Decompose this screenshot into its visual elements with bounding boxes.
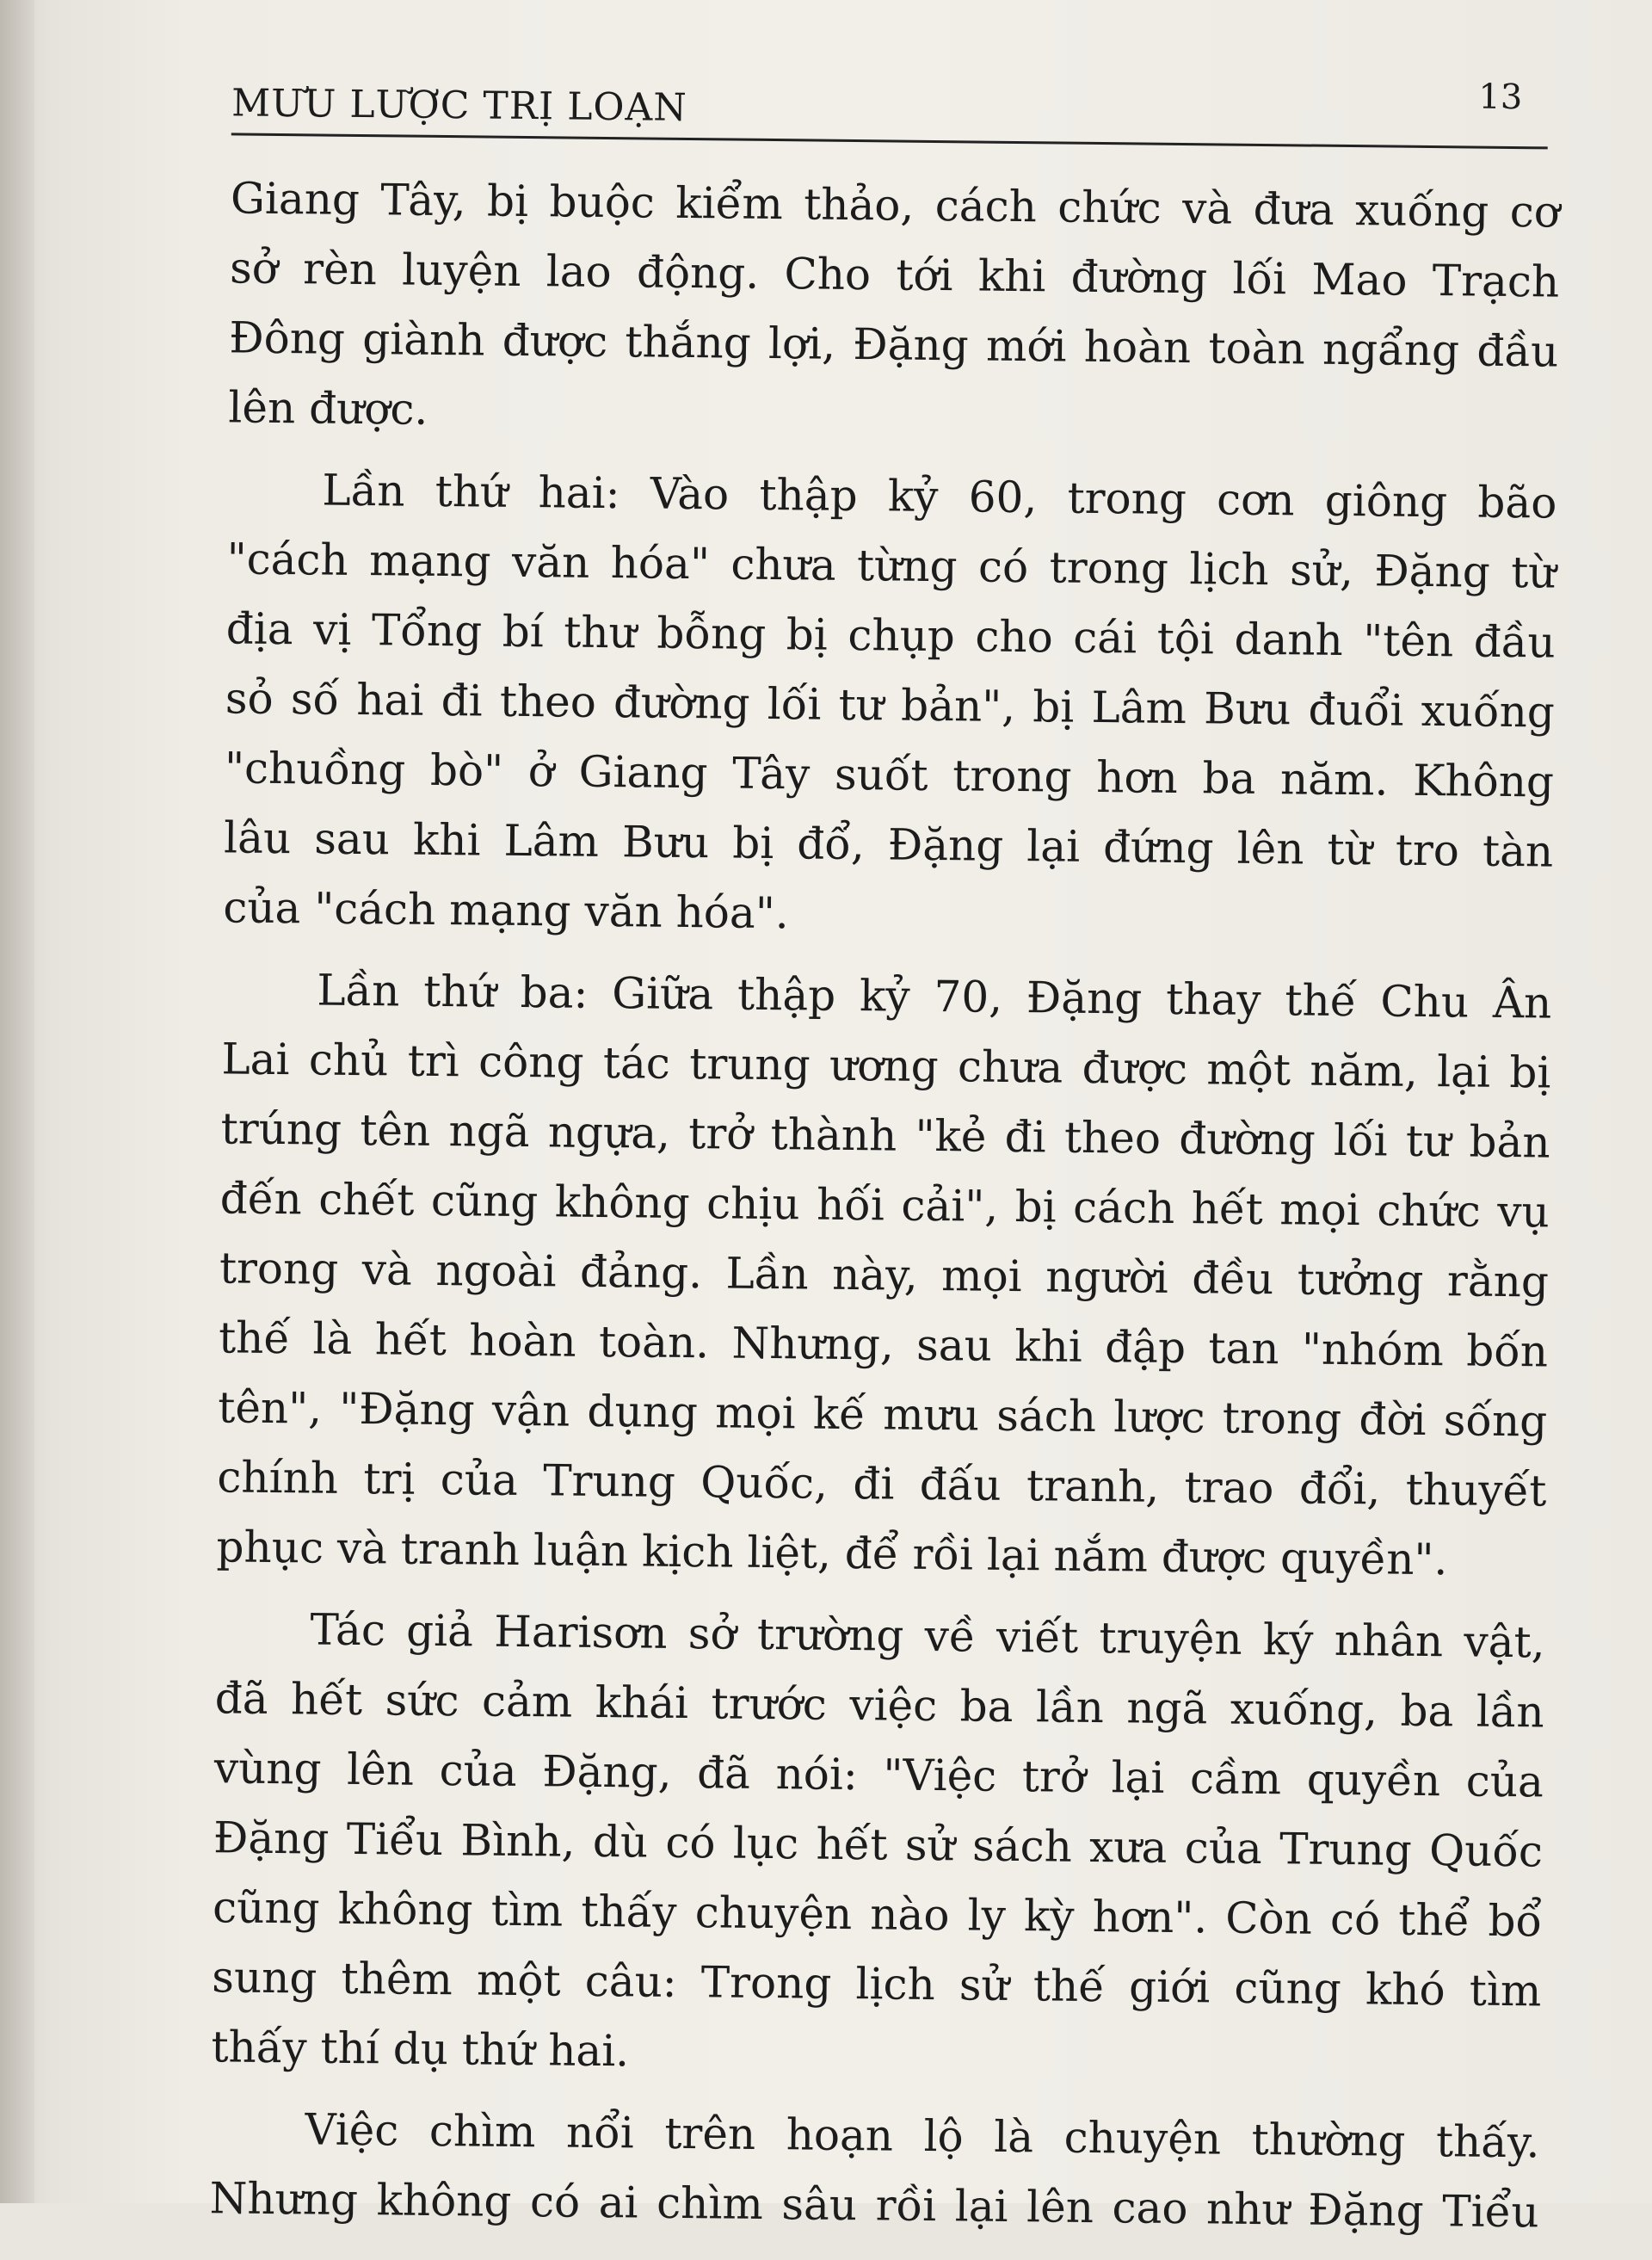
- text-line: đã hết sức cảm khái trước việc ba lần ngã xuống, ba lần: [214, 1673, 1544, 1738]
- paragraph: [211, 1594, 1545, 2096]
- text-line: Nhưng không có ai chìm sâu rồi lại lên cao như Đặng Tiểu: [209, 2173, 1539, 2238]
- text-line: Lần thứ ba: Giữa thập kỷ 70, Đặng thay thế Chu Ân: [317, 965, 1552, 1028]
- text-line: Đông giành được thắng lợi, Đặng mới hoàn toàn ngẩng đầu: [229, 312, 1559, 377]
- text-line: địa vị Tổng bí thư bỗng bị chụp cho cái tội danh "tên đầu: [225, 603, 1556, 668]
- text-line: chính trị của Trung Quốc, đi đấu tranh, trao đổi, thuyết: [217, 1452, 1547, 1516]
- text-line: lâu sau khi Lâm Bưu bị đổ, Đặng lại đứng lên từ tro tàn: [223, 812, 1554, 877]
- text-line: Tác giả Harisơn sở trường về viết truyện ký nhân vật,: [310, 1604, 1545, 1668]
- text-line: cũng không tìm thấy chuyện nào ly kỳ hơn". Còn có thể bổ: [212, 1882, 1543, 1947]
- page-header: [231, 64, 1549, 155]
- paragraph: [216, 954, 1552, 1596]
- text-line: tên", "Đặng vận dụng mọi kế mưu sách lược trong đời sống: [217, 1382, 1548, 1447]
- book-page: [176, 34, 1592, 2238]
- paragraph: [228, 164, 1560, 456]
- text-line: Lần thứ hai: Vào thập kỷ 60, trong cơn giông bão: [322, 465, 1557, 528]
- text-line: thế là hết hoàn toàn. Nhưng, sau khi đập tan "nhóm bốn: [218, 1312, 1549, 1377]
- text-line: trúng tên ngã ngựa, trở thành "kẻ đi theo đường lối tư bản: [220, 1103, 1550, 1168]
- text-line: Lai chủ trì công tác trung ương chưa được một năm, lại bị: [221, 1034, 1551, 1098]
- text-line: sỏ số hai đi theo đường lối tư bản", bị Lâm Bưu đuổi xuống: [225, 673, 1556, 738]
- text-line: "chuồng bò" ở Giang Tây suốt trong hơn ba năm. Không: [224, 743, 1555, 807]
- text-line: lên được.: [228, 382, 428, 435]
- text-line: sở rèn luyện lao động. Cho tới khi đường lối Mao Trạch: [229, 243, 1560, 307]
- text-line: Giang Tây, bị buộc kiểm thảo, cách chức và đưa xuống cơ: [230, 173, 1561, 238]
- running-title: MƯU LƯỢC TRỊ LOẠN: [231, 81, 688, 130]
- text-line: đến chết cũng không chịu hối cải", bị cách hết mọi chức vụ: [219, 1173, 1550, 1238]
- header-rule: [231, 133, 1548, 149]
- page-body: [209, 164, 1560, 2259]
- text-line: Đặng Tiểu Bình, dù có lục hết sử sách xưa của Trung Quốc: [213, 1812, 1544, 1877]
- paragraph: [223, 454, 1557, 956]
- text-line: trong và ngoài đảng. Lần này, mọi người đều tưởng rằng: [219, 1243, 1550, 1307]
- text-line: sung thêm một câu: Trong lịch sử thế giới cũng khó tìm: [212, 1952, 1542, 2016]
- text-line: vùng lên của Đặng, đã nói: "Việc trở lại cầm quyền của: [213, 1743, 1544, 1807]
- text-line: thấy thí dụ thứ hai.: [211, 2022, 630, 2077]
- text-line: phục và tranh luận kịch liệt, để rồi lại nắm được quyền".: [216, 1522, 1448, 1585]
- facing-page-edge: [0, 0, 34, 2203]
- text-line: của "cách mạng văn hóa".: [223, 882, 789, 939]
- paragraph: [209, 2094, 1540, 2247]
- text-line: Việc chìm nổi trên hoạn lộ là chuyện thường thấy.: [305, 2104, 1540, 2168]
- text-line: "cách mạng văn hóa" chưa từng có trong lịch sử, Đặng từ: [226, 534, 1556, 598]
- page-number: 13: [1478, 77, 1523, 118]
